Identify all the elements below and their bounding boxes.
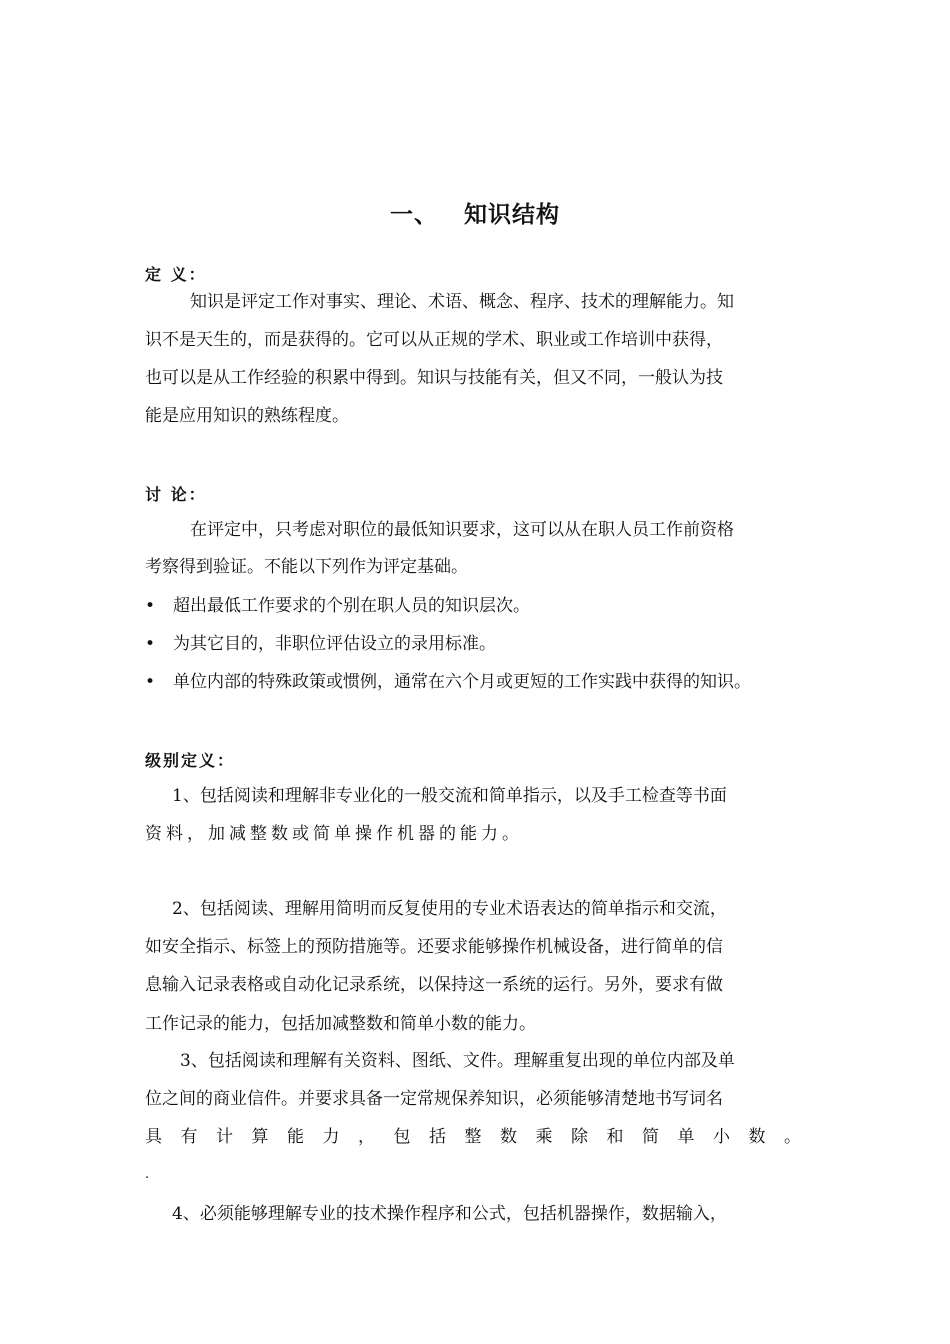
definition-line: 识不是天生的，而是获得的。它可以从正规的学术、职业或工作培训中获得， <box>145 330 723 350</box>
definition-line: 也可以是从工作经验的积累中得到。知识与技能有关，但又不同，一般认为技 <box>145 368 723 388</box>
list-item-text: 为其它目的，非职位评估设立的录用标准。 <box>173 634 496 654</box>
level-2-line: 息输入记录表格或自动化记录系统，以保持这一系统的运行。另外，要求有做 <box>145 975 723 995</box>
list-item-text: 单位内部的特殊政策或惯例，通常在六个月或更短的工作实践中获得的知识。 <box>173 672 751 692</box>
page-title <box>0 196 950 229</box>
level-3-line: 具有计算能力，包括整数乘除和简单小数。 <box>145 1127 820 1147</box>
level-4-line: 4、必须能够理解专业的技术操作程序和公式，包括机器操作，数据输入， <box>172 1204 727 1224</box>
bullet-icon: • <box>145 672 156 692</box>
level-2-line: 如安全指示、标签上的预防措施等。还要求能够操作机械设备，进行简单的信 <box>145 937 723 957</box>
levels-heading: 级别定义： <box>145 751 236 770</box>
level-3-line: 3、包括阅读和理解有关资料、图纸、文件。理解重复出现的单位内部及单 <box>180 1051 735 1071</box>
discussion-heading: 讨 论： <box>145 485 207 504</box>
bullet-icon: • <box>145 634 156 654</box>
bullet-icon: • <box>145 596 156 616</box>
level-3-line: . <box>145 1167 150 1182</box>
title-text: 知识结构 <box>464 202 560 228</box>
list-item <box>145 671 751 693</box>
level-2-line: 2、包括阅读、理解用简明而反复使用的专业术语表达的简单指示和交流， <box>172 899 727 919</box>
level-1-line: 资料，加减整数或简单操作机器的能力。 <box>145 824 523 844</box>
definition-line: 知识是评定工作对事实、理论、术语、概念、程序、技术的理解能力。知 <box>190 292 734 312</box>
discussion-line: 考察得到验证。不能以下列作为评定基础。 <box>145 557 468 577</box>
list-item <box>145 595 530 617</box>
list-item-text: 超出最低工作要求的个别在职人员的知识层次。 <box>173 596 530 616</box>
discussion-line: 在评定中，只考虑对职位的最低知识要求，这可以从在职人员工作前资格 <box>190 520 734 540</box>
level-1-line: 1、包括阅读和理解非专业化的一般交流和简单指示，以及手工检查等书面 <box>172 786 727 806</box>
definition-line: 能是应用知识的熟练程度。 <box>145 406 349 426</box>
level-2-line: 工作记录的能力，包括加减整数和简单小数的能力。 <box>145 1014 536 1034</box>
level-3-line: 位之间的商业信件。并要求具备一定常规保养知识，必须能够清楚地书写词名 <box>145 1089 723 1109</box>
definition-heading: 定 义： <box>145 265 207 284</box>
title-number: 一、 <box>390 202 438 228</box>
list-item <box>145 633 496 655</box>
